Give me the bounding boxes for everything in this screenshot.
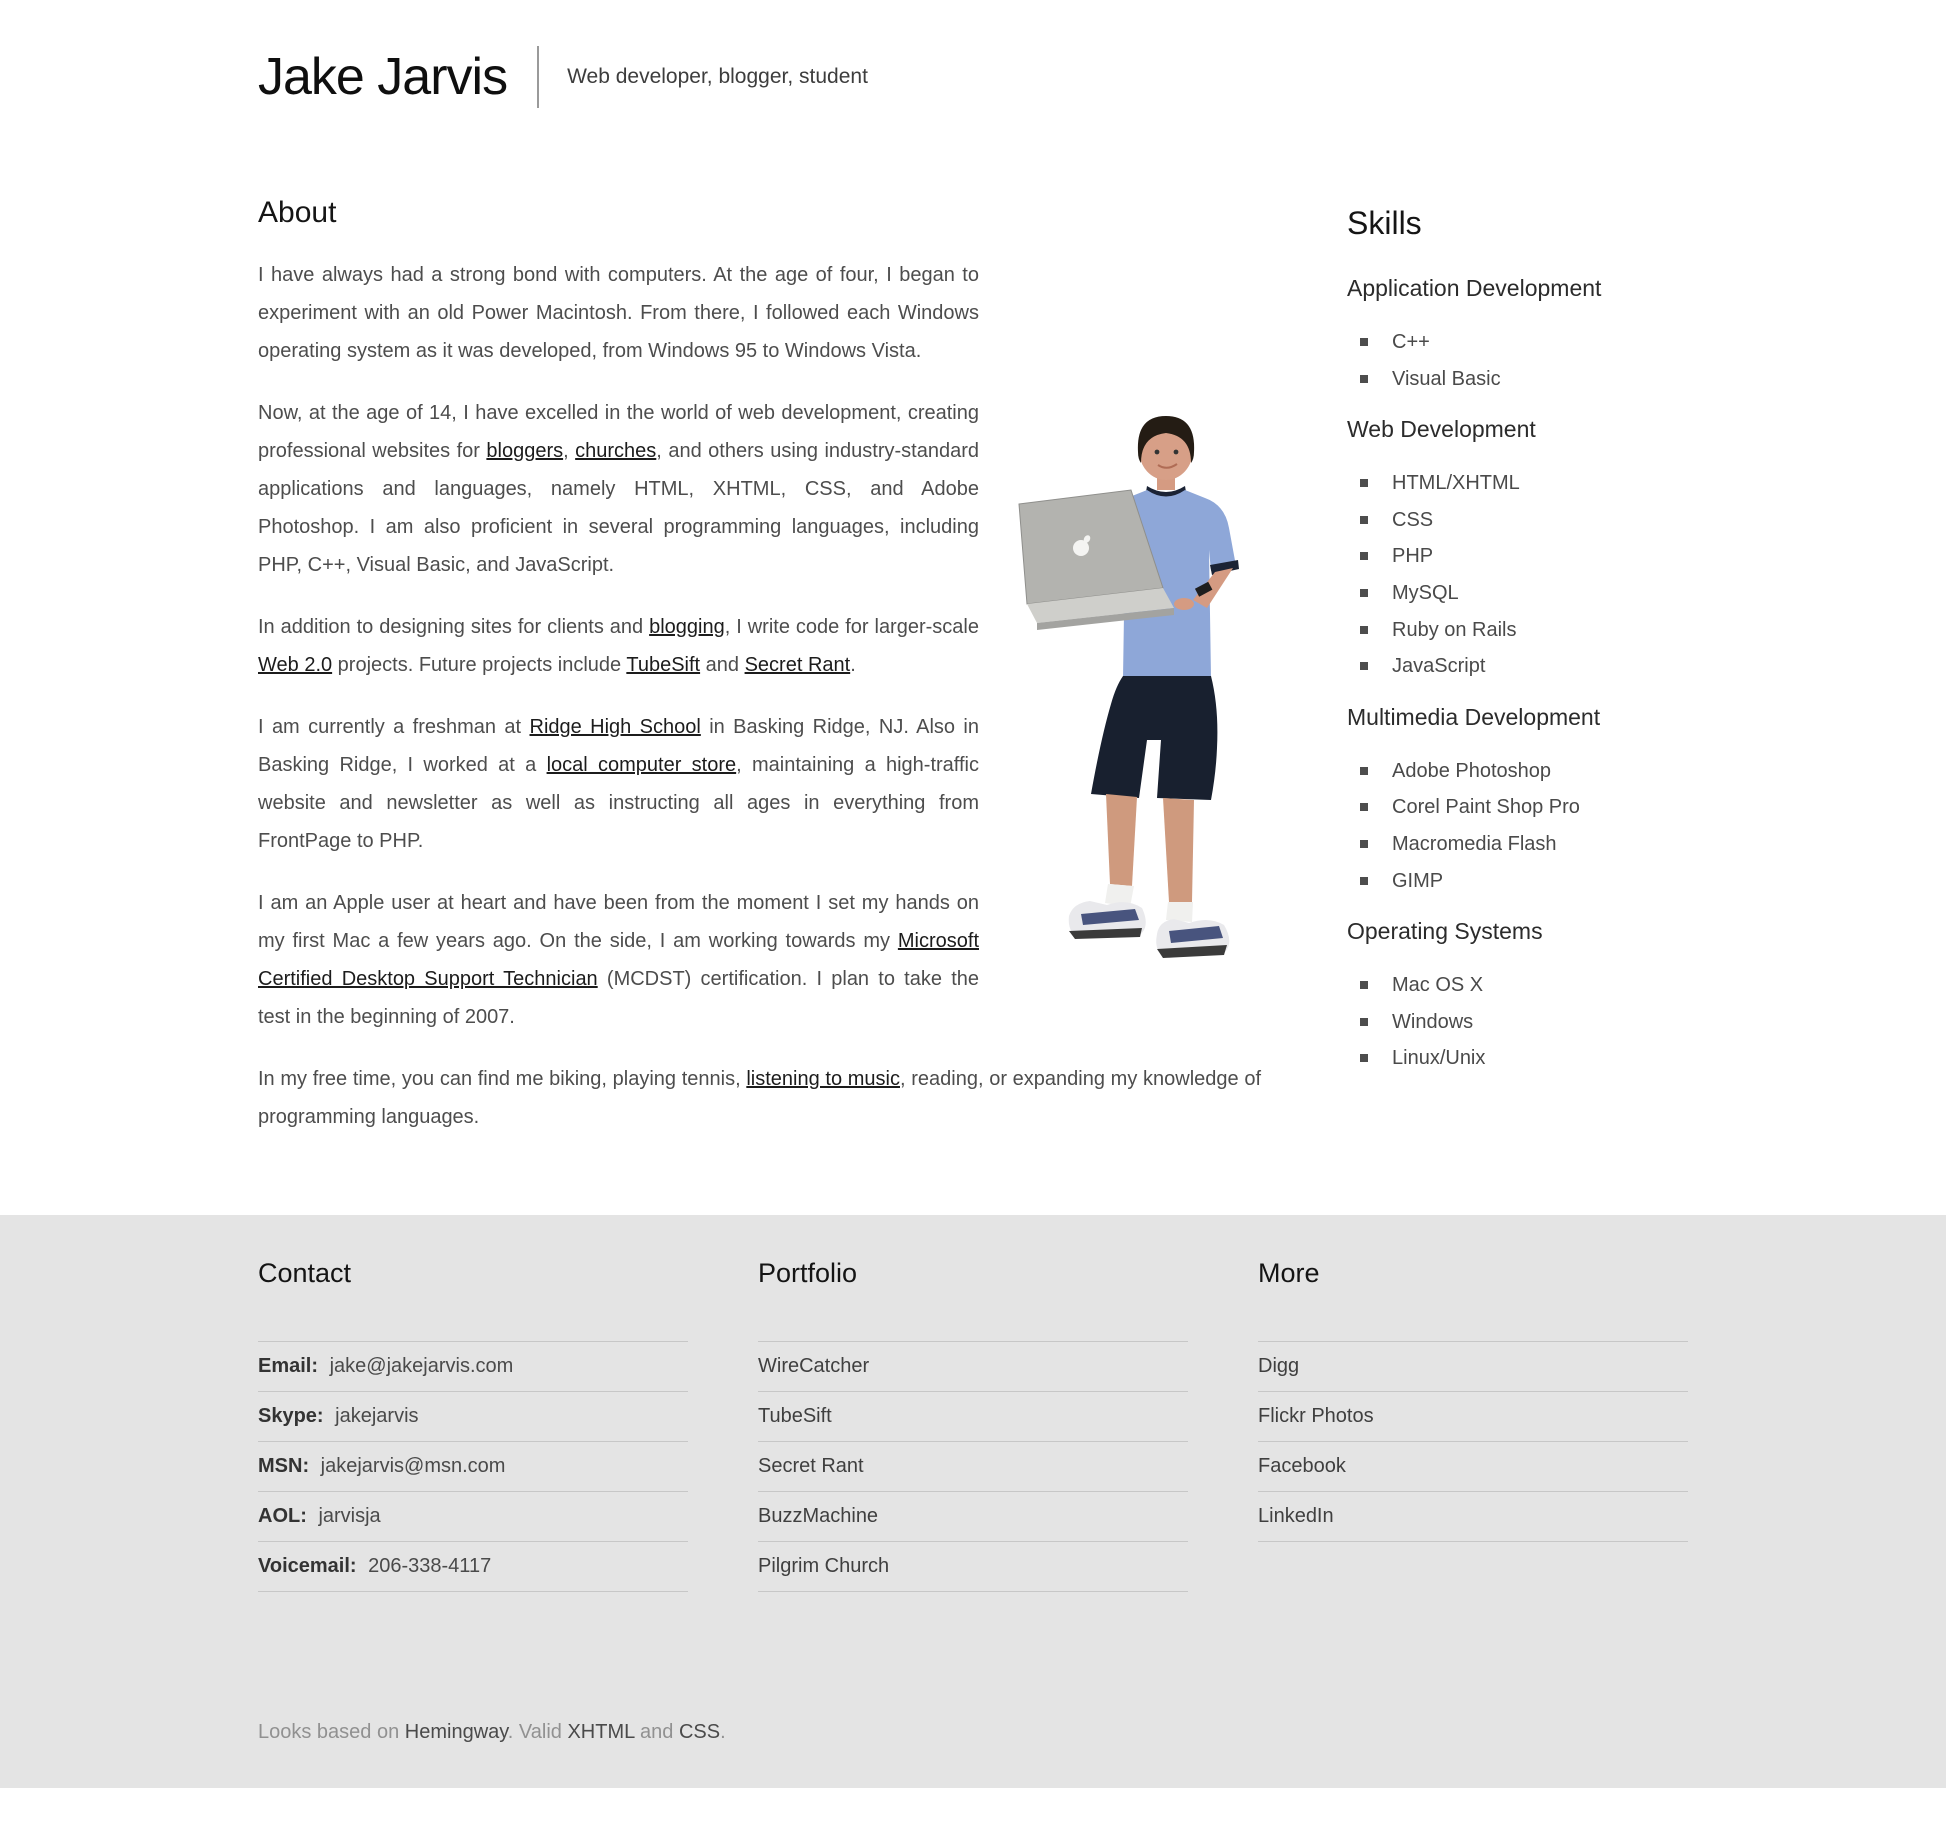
contact-row: MSN: jakejarvis@msn.com — [258, 1442, 688, 1492]
contact-row: Voicemail: 206-338-4117 — [258, 1542, 688, 1592]
text-link[interactable]: listening to music — [746, 1068, 900, 1090]
skills-group-title: Application Development — [1347, 275, 1602, 301]
contact-label: Voicemail: — [258, 1555, 357, 1577]
skill-item: C++ — [1347, 324, 1688, 361]
credit-link[interactable]: Hemingway — [404, 1721, 508, 1743]
skill-item: Ruby on Rails — [1347, 612, 1688, 649]
more-column — [1258, 1257, 1688, 1592]
text-link[interactable]: bloggers — [486, 440, 564, 462]
skill-item: Adobe Photoshop — [1347, 753, 1688, 790]
skills-heading: Skills — [1347, 205, 1422, 241]
skills-section — [1347, 194, 1688, 1160]
contact-column — [258, 1257, 688, 1592]
about-paragraph: In addition to designing sites for clients and blogging, I write code for larger-scale Web 2.0 projects. Future projects include TubeSift and Secret Rant. — [258, 616, 979, 676]
text-link[interactable]: local computer store — [546, 754, 737, 776]
about-paragraph: I am an Apple user at heart and have been from the moment I set my hands on my first Mac a few years ago. On the side, I am working towards my Microsoft Certified Desktop Support Technician (MCDST) certification. I plan to take the test in the beginning of 2007. — [258, 892, 979, 1028]
portfolio-link[interactable]: BuzzMachine — [758, 1505, 879, 1527]
contact-row: Email: jake@jakejarvis.com — [258, 1342, 688, 1392]
skills-group-title: Operating Systems — [1347, 918, 1543, 945]
list-item — [758, 1342, 1188, 1392]
contact-list — [258, 1341, 688, 1592]
text-link[interactable]: churches — [575, 440, 657, 462]
portfolio-list — [758, 1341, 1188, 1592]
credits-line: Looks based on Hemingway. Valid XHTML and CSS. — [258, 1721, 726, 1743]
boy-with-laptop-illustration — [1011, 408, 1261, 968]
site-header — [258, 0, 1688, 108]
contact-label: Email: — [258, 1355, 319, 1377]
portfolio-link[interactable]: Secret Rant — [758, 1455, 864, 1477]
skills-list — [1347, 753, 1688, 899]
more-link[interactable]: Facebook — [1258, 1455, 1346, 1477]
text-link[interactable]: Microsoft Certified Desktop Support Technician — [258, 930, 979, 990]
about-paragraph: Now, at the age of 14, I have excelled in the world of web development, creating professional websites for bloggers, churches, and others using industry-standard applications and languages, namely HTML, XHTML, CSS, and Adobe Photoshop. I am also proficient in several programming languages, including PHP, C++, Visual Basic, and JavaScript. — [258, 402, 979, 576]
about-paragraph: I am currently a freshman at Ridge High School in Basking Ridge, NJ. Also in Basking Ridge, I worked at a local computer store, maintaining a high-traffic website and newsletter as well as instructing all ages in everything from FrontPage to PHP. — [258, 716, 980, 852]
boy-with-laptop-photo — [1011, 256, 1261, 968]
list-item — [758, 1542, 1188, 1592]
portfolio-heading: Portfolio — [758, 1258, 858, 1288]
skill-item: HTML/XHTML — [1347, 465, 1688, 502]
skill-item: GIMP — [1347, 863, 1688, 900]
site-tagline: Web developer, blogger, student — [567, 65, 868, 88]
text-link[interactable]: blogging — [649, 616, 725, 638]
about-section — [258, 194, 1261, 1160]
skill-item: Linux/Unix — [1347, 1040, 1688, 1077]
skill-item: Mac OS X — [1347, 967, 1688, 1004]
more-link[interactable]: Flickr Photos — [1258, 1405, 1374, 1427]
skills-list — [1347, 967, 1688, 1077]
skill-item: Visual Basic — [1347, 361, 1688, 398]
skills-list — [1347, 324, 1688, 397]
text-link[interactable]: Web 2.0 — [258, 654, 333, 676]
about-paragraph: In my free time, you can find me biking, playing tennis, listening to music, reading, or expanding my knowledge of programming languages. — [258, 1068, 1261, 1128]
skills-list — [1347, 465, 1688, 685]
portfolio-link[interactable]: WireCatcher — [758, 1355, 870, 1377]
header-divider — [537, 46, 539, 108]
site-title: Jake Jarvis — [258, 48, 508, 106]
more-link[interactable]: LinkedIn — [1258, 1505, 1334, 1527]
skill-item: Corel Paint Shop Pro — [1347, 789, 1688, 826]
more-link[interactable]: Digg — [1258, 1355, 1300, 1377]
about-paragraph: I have always had a strong bond with computers. At the age of four, I began to experiment with an old Power Macintosh. From there, I followed each Windows operating system as it was developed, from Windows 95 to Windows Vista. — [258, 264, 979, 362]
list-item — [758, 1392, 1188, 1442]
text-link[interactable]: Secret Rant — [744, 654, 851, 676]
skill-item: JavaScript — [1347, 648, 1688, 685]
contact-label: AOL: — [258, 1505, 307, 1527]
list-item — [1258, 1442, 1688, 1492]
skill-item: CSS — [1347, 502, 1688, 539]
footer-columns — [258, 1257, 1688, 1592]
more-list — [1258, 1341, 1688, 1542]
list-item — [1258, 1342, 1688, 1392]
main-content — [258, 194, 1688, 1160]
portfolio-link[interactable]: Pilgrim Church — [758, 1555, 890, 1577]
portfolio-link[interactable]: TubeSift — [758, 1405, 832, 1427]
more-heading: More — [1258, 1258, 1320, 1288]
skills-group-title: Multimedia Development — [1347, 703, 1601, 730]
skills-group-title: Web Development — [1347, 416, 1536, 443]
skills-groups — [1347, 274, 1688, 1077]
page-footer — [0, 1215, 1946, 1788]
contact-label: MSN: — [258, 1455, 310, 1477]
list-item — [1258, 1392, 1688, 1442]
portfolio-column — [758, 1257, 1188, 1592]
skill-item: Windows — [1347, 1004, 1688, 1041]
contact-row: Skype: jakejarvis — [258, 1392, 688, 1442]
credit-link[interactable]: CSS — [678, 1721, 721, 1743]
contact-row: AOL: jarvisja — [258, 1492, 688, 1542]
about-heading: About — [258, 196, 337, 229]
list-item — [1258, 1492, 1688, 1542]
list-item — [758, 1442, 1188, 1492]
skill-item: MySQL — [1347, 575, 1688, 612]
about-paragraphs — [258, 256, 1261, 1136]
list-item — [758, 1492, 1188, 1542]
skill-item: Macromedia Flash — [1347, 826, 1688, 863]
text-link[interactable]: TubeSift — [626, 654, 701, 676]
person-lower — [1069, 676, 1230, 958]
contact-heading: Contact — [258, 1258, 352, 1288]
credit-link[interactable]: XHTML — [567, 1721, 635, 1743]
contact-label: Skype: — [258, 1405, 324, 1427]
skill-item: PHP — [1347, 538, 1688, 575]
text-link[interactable]: Ridge High School — [529, 716, 701, 738]
